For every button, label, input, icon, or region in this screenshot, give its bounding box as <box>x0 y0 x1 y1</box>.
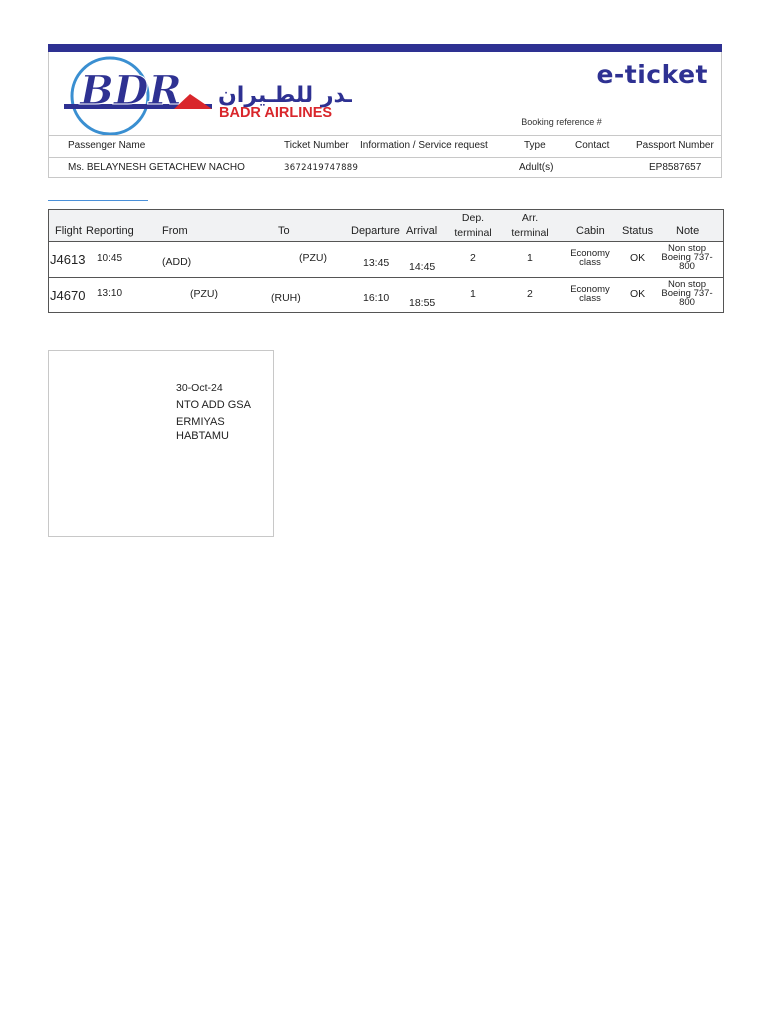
arr-terminal: 2 <box>527 288 533 300</box>
flight-number: J4613 <box>50 252 86 267</box>
arr-terminal-header: Arr. terminal <box>511 212 549 239</box>
reporting-header: Reporting <box>86 225 134 237</box>
passenger-name: Ms. BELAYNESH GETACHEW NACHO <box>68 162 245 173</box>
page-title: e-ticket <box>596 60 708 89</box>
contact-header: Contact <box>575 140 610 151</box>
header-top-bar <box>48 44 722 52</box>
passenger-name-header: Passenger Name <box>68 140 146 151</box>
dep-terminal: 2 <box>470 252 476 264</box>
flights-row-divider <box>49 277 723 278</box>
agent-first-name: ERMIYAS <box>176 416 225 428</box>
from-airport: (PZU) <box>190 288 218 300</box>
cabin-class: Economy class <box>570 284 610 304</box>
departure-header: Departure <box>351 225 400 237</box>
booking-reference-label: Booking reference # <box>521 117 602 127</box>
arr-terminal: 1 <box>527 252 533 264</box>
type-header: Type <box>524 140 546 151</box>
note-header: Note <box>676 225 700 237</box>
arrival-header: Arrival <box>406 225 438 237</box>
dep-terminal-header: Dep. terminal <box>454 212 492 239</box>
flight-note: Non stop Boeing 737- 800 <box>661 279 713 308</box>
flight-status: OK <box>630 288 646 300</box>
to-airport: (RUH) <box>271 292 301 304</box>
dep-terminal: 1 <box>470 288 476 300</box>
flight-status: OK <box>630 252 646 264</box>
agent-last-name: HABTAMU <box>176 430 229 442</box>
badr-airlines-logo <box>62 56 352 138</box>
passenger-header-divider <box>49 157 721 158</box>
info-service-header: Information / Service request <box>360 140 488 151</box>
passenger-section-divider <box>49 135 721 136</box>
ticket-number-header: Ticket Number <box>284 140 349 151</box>
flight-header: Flight <box>55 225 82 237</box>
passenger-type: Adult(s) <box>519 162 554 173</box>
from-airport: (ADD) <box>162 256 192 268</box>
departure-time: 16:10 <box>363 292 390 304</box>
reporting-time: 10:45 <box>97 253 123 264</box>
to-airport: (PZU) <box>299 252 327 264</box>
logo-latin-text: BADR AIRLINES <box>219 105 333 121</box>
issuing-office-box <box>48 350 274 537</box>
flight-number: J4670 <box>50 288 86 303</box>
ticket-number: 3672419747889 <box>284 163 359 173</box>
arrival-time: 18:55 <box>409 297 436 309</box>
cabin-class: Economy class <box>570 248 610 268</box>
to-header: To <box>278 225 290 237</box>
logo-arabic-text: بـدر للطـيران <box>218 83 352 108</box>
status-header: Status <box>622 225 654 237</box>
departure-time: 13:45 <box>363 257 390 269</box>
passport-number-header: Passport Number <box>636 140 714 151</box>
cabin-header: Cabin <box>576 225 605 237</box>
reporting-time: 13:10 <box>97 288 123 299</box>
svg-text:BDR: BDR <box>80 67 182 114</box>
flight-note: Non stop Boeing 737- 800 <box>661 243 713 272</box>
section-accent-line <box>48 200 148 201</box>
issuing-office: NTO ADD GSA <box>176 399 251 411</box>
badr-logo-icon <box>62 56 352 138</box>
passport-number: EP8587657 <box>649 162 702 173</box>
arrival-time: 14:45 <box>409 261 436 273</box>
from-header: From <box>162 225 188 237</box>
issue-date: 30-Oct-24 <box>176 382 223 394</box>
